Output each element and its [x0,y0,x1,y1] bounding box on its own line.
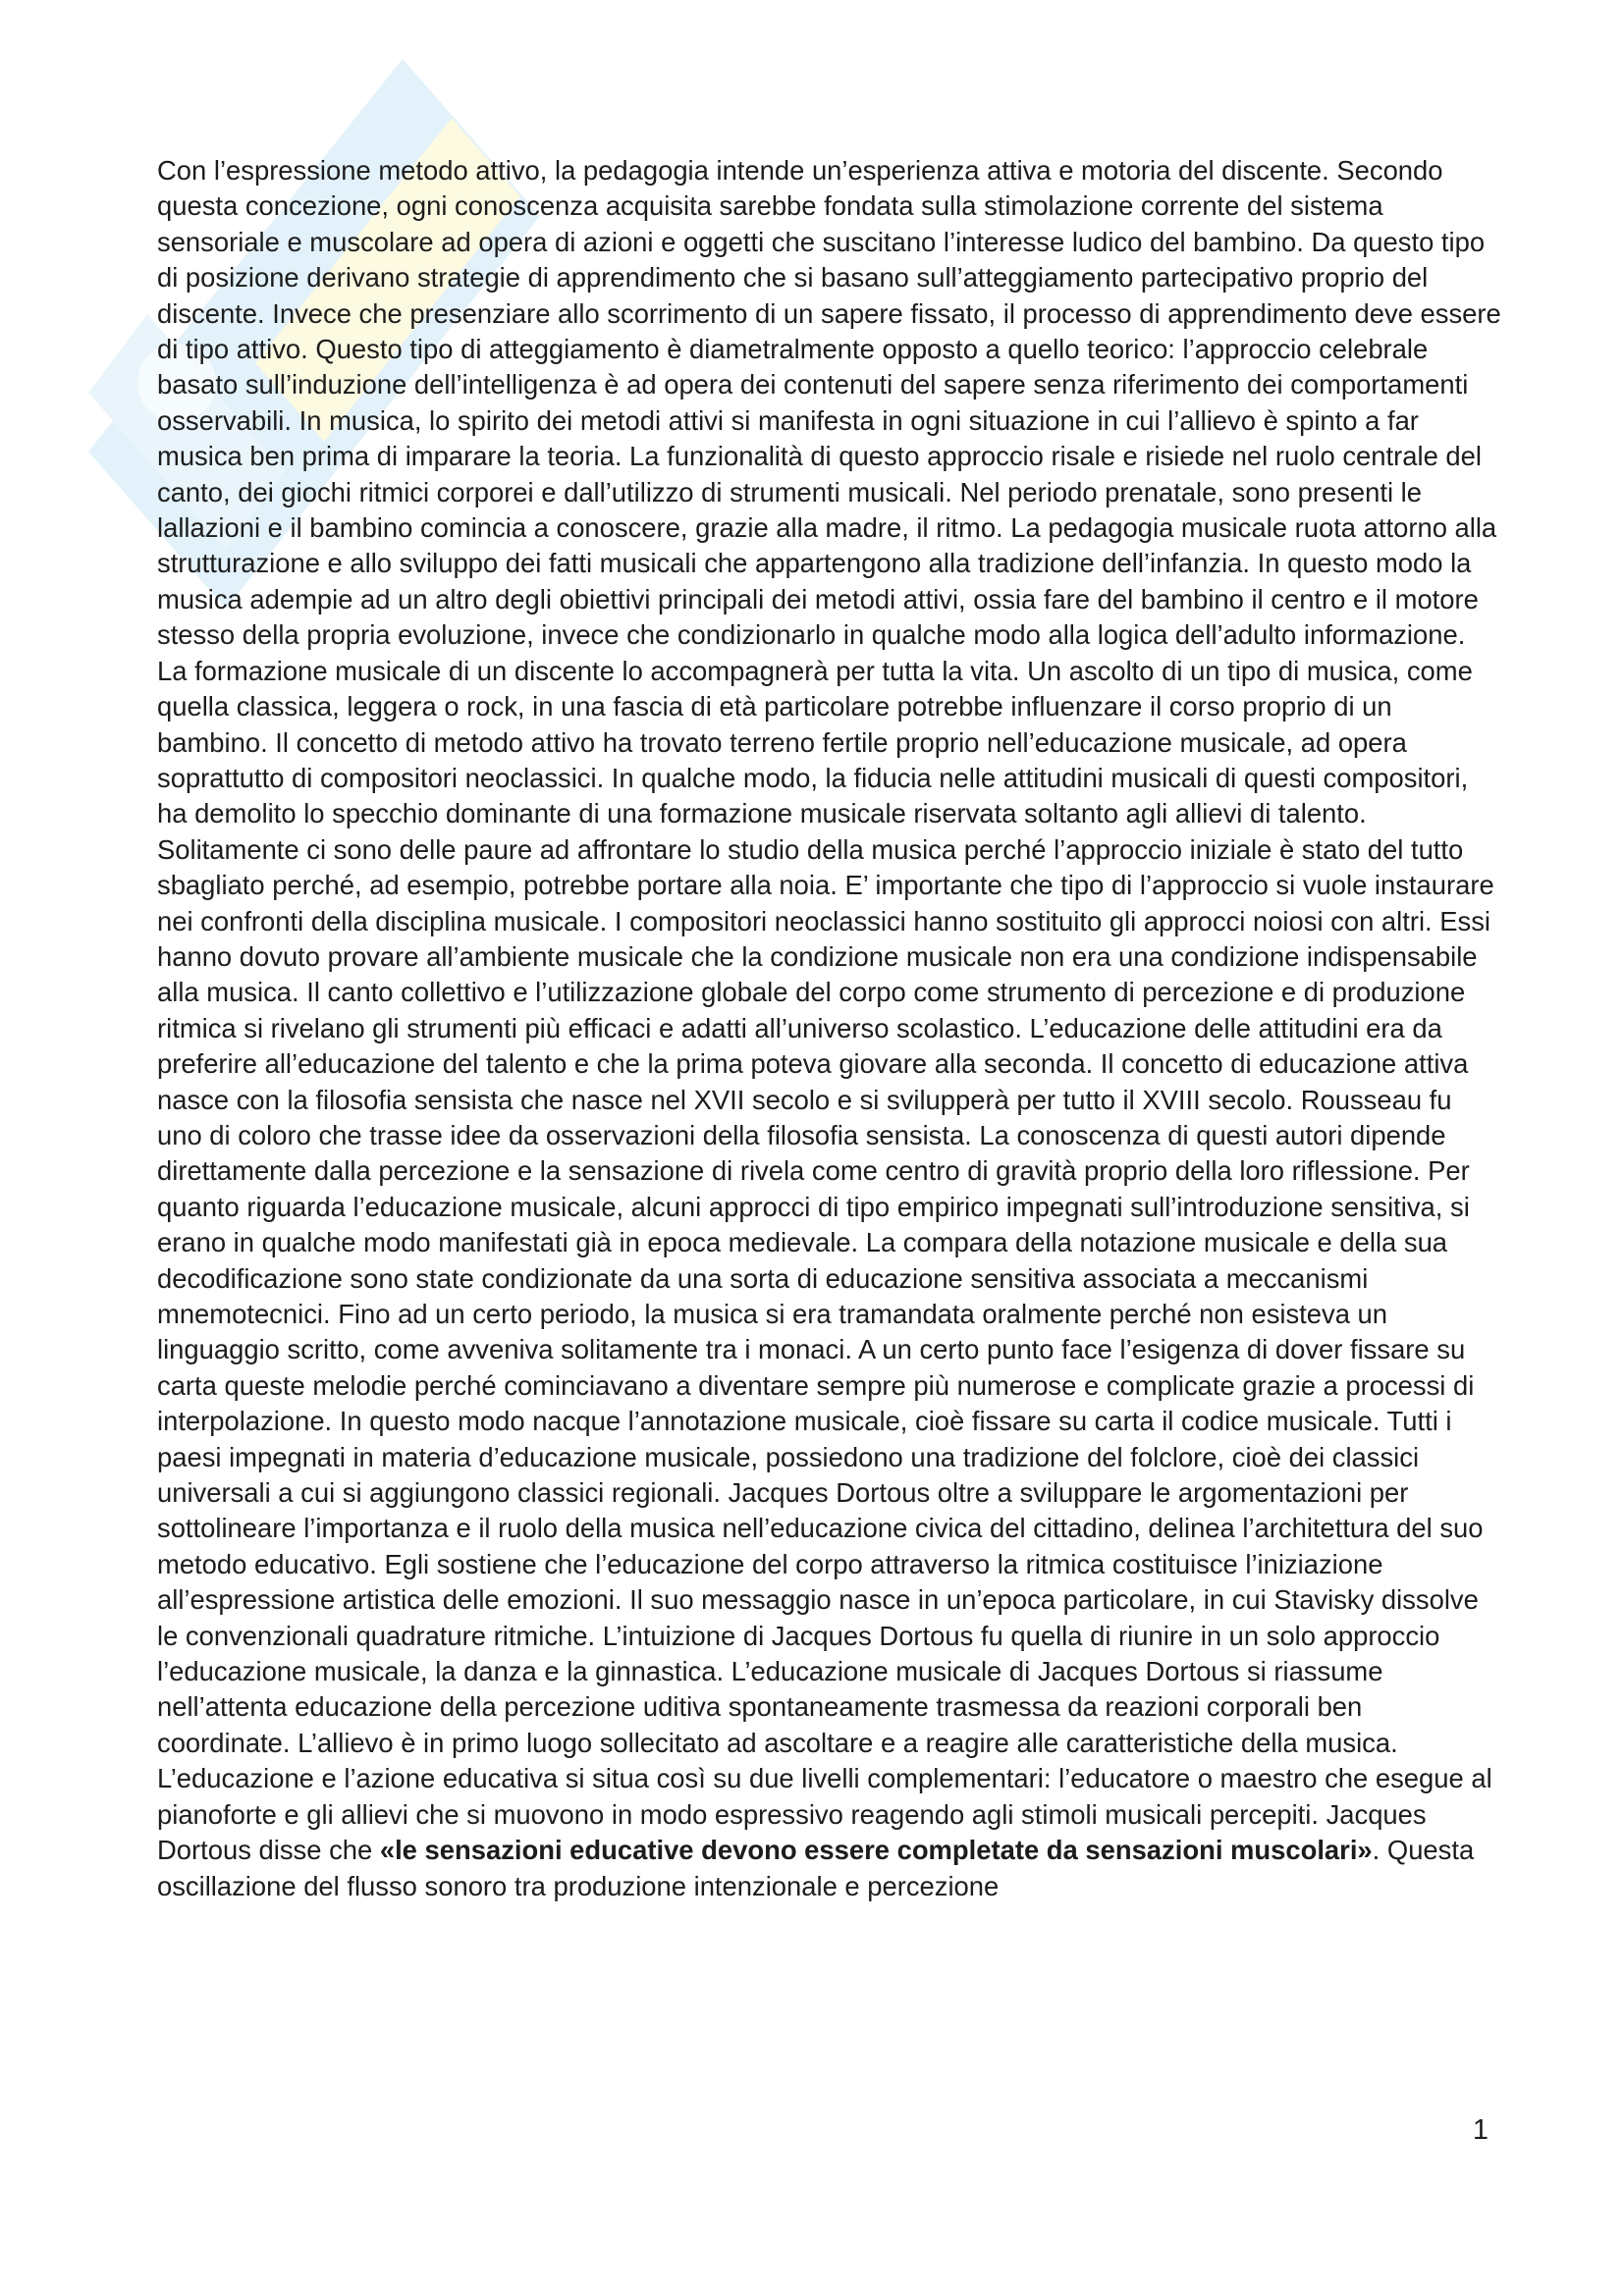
body-text-continued: . Questa oscillazione del flusso sonoro tra produzione intenzionale e percezione [157,1835,1475,1901]
document-body [157,153,1502,1904]
body-paragraph [157,153,1502,1904]
bold-quote: «le sensazioni educative devono essere completate da sensazioni muscolari» [379,1835,1373,1866]
page-number: 1 [1472,2114,1489,2146]
body-text: Con l’espressione metodo attivo, la pedagogia intende un’esperienza attiva e motoria del discente. Secondo questa concezione, ogni conoscenza acquisita sarebbe fondata sulla stimolazione corrente del sistema sensoriale e muscolare ad opera di azioni e oggetti che suscitano l’interesse ludico del bambino. Da questo tipo di posizione derivano strategie di apprendimento che si basano sull’atteggiamento partecipativo proprio del discente. Invece che presenziare allo scorrimento di un sapere fissato, il processo di apprendimento deve essere di tipo attivo. Questo tipo di atteggiamento è diametralmente opposto a quello teorico: l’approccio celebrale basato sull’induzione dell’intelligenza è ad opera dei contenuti del sapere senza riferimento dei comportamenti osservabili. In musica, lo spirito dei metodi attivi si manifesta in ogni situazione in cui l’allievo è spinto a far musica ben prima di imparare la teoria. La funzionalità di questo approccio risale e risiede nel ruolo centrale del canto, dei giochi ritmici corporei e dall’utilizzo di strumenti musicali. Nel periodo prenatale, sono presenti le lallazioni e il bambino comincia a conoscere, grazie alla madre, il ritmo. La pedagogia musicale ruota attorno alla strutturazione e allo sviluppo dei fatti musicali che appartengono alla tradizione dell’infanzia. In questo modo la musica adempie ad un altro degli obiettivi principali dei metodi attivi, ossia fare del bambino il centro e il motore stesso della propria evoluzione, invece che condizionarlo in qualche modo alla logica dell’adulto informazione. La formazione musicale di un discente lo accompagnerà per tutta la vita. Un ascolto di un tipo di musica, come quella classica, leggera o rock, in una fascia di età particolare potrebbe influenzare il corso proprio di un bambino. Il concetto di metodo attivo ha trovato terreno fertile proprio nell’educazione musicale, ad opera soprattutto di compositori neoclassici. In qualche modo, la fiducia nelle attitudini musicali di questi compositori, ha demolito lo specchio dominante di una formazione musicale riservata soltanto agli allievi di talento. Solitamente ci sono delle paure ad affrontare lo studio della musica perché l’approccio iniziale è stato del tutto sbagliato perché, ad esempio, potrebbe portare alla noia. E’ importante che tipo di l’approccio si vuole instaurare nei confronti della disciplina musicale. I compositori neoclassici hanno sostituito gli approcci noiosi con altri. Essi hanno dovuto provare all’ambiente musicale che la condizione musicale non era una condizione indispensabile alla musica. Il canto collettivo e l’utilizzazione globale del corpo come strumento di percezione e di produzione ritmica si rivelano gli strumenti più efficaci e adatti all’universo scolastico. L’educazione delle attitudini era da preferire all’educazione del talento e che la prima poteva giovare alla seconda. Il concetto di educazione attiva nasce con la filosofia sensista che nasce nel XVII secolo e si svilupperà per tutto il XVIII secolo. Rousseau fu uno di coloro che trasse idee da osservazioni della filosofia sensista. La conoscenza di questi autori dipende direttamente dalla percezione e la sensazione di rivela come centro di gravità proprio della loro riflessione. Per quanto riguarda l’educazione musicale, alcuni approcci di tipo empirico impegnati sull’introduzione sensitiva, si erano in qualche modo manifestati già in epoca medievale. La compara della notazione musicale e della sua decodificazione sono state condizionate da una sorta di educazione sensitiva associata a meccanismi mnemotecnici. Fino ad un certo periodo, la musica si era tramandata oralmente perché non esisteva un linguaggio scritto, come avveniva solitamente tra i monaci. A un certo punto face l’esigenza di dover fissare su carta queste melodie perché cominciavano a diventare sempre più numerose e complicate grazie a processi di interpolazione. In questo modo nacque l’annotazione musicale, cioè fissare su carta il codice musicale. Tutti i paesi impegnati in materia d’educazione musicale, possiedono una tradizione del folclore, cioè dei classici universali a cui si aggiungono classici regionali. Jacques Dortous oltre a sviluppare le argomentazioni per sottolineare l’importanza e il ruolo della musica nell’educazione civica del cittadino, delinea l’architettura del suo metodo educativo. Egli sostiene che l’educazione del corpo attraverso la ritmica costituisce l’iniziazione all’espressione artistica delle emozioni. Il suo messaggio nasce in un’epoca particolare, in cui Stavisky dissolve le convenzionali quadrature ritmiche. L’intuizione di Jacques Dortous fu quella di riunire in un solo approccio l’educazione musicale, la danza e la ginnastica. L’educazione musicale di Jacques Dortous si riassume nell’attenta educazione della percezione uditiva spontaneamente trasmessa da reazioni corporali ben coordinate. L’allievo è in primo luogo sollecitato ad ascoltare e a reagire alle caratteristiche della musica. L’educazione e l’azione educativa si situa così su due livelli complementari: l’educatore o maestro che esegue al pianoforte e gli allievi che si muovono in modo espressivo reagendo agli stimoli musicali percepiti. Jacques Dortous disse che [157,155,1501,1866]
